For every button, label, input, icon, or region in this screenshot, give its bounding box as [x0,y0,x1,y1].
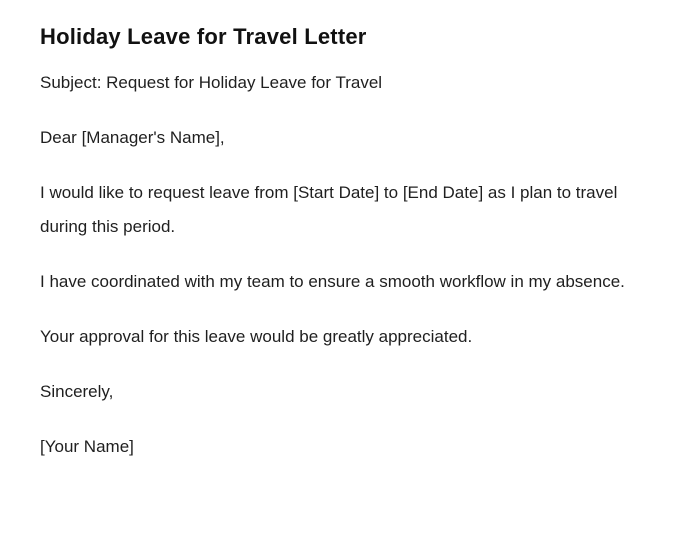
salutation: Dear [Manager's Name], [40,128,225,147]
body-paragraph: I have coordinated with my team to ensure a smooth workflow in my absence. [40,272,625,291]
body-paragraph: Your approval for this leave would be greatly appreciated. [40,327,473,346]
body-paragraph: I would like to request leave from [Start Date] to [End Date] as I plan to travel during this period. [40,183,618,236]
subject-line: Subject: Request for Holiday Leave for Travel [40,73,383,92]
closing: Sincerely, [40,382,114,401]
signature-placeholder: [Your Name] [40,437,134,456]
page-title: Holiday Leave for Travel Letter [40,24,367,49]
letter-body [40,24,652,464]
